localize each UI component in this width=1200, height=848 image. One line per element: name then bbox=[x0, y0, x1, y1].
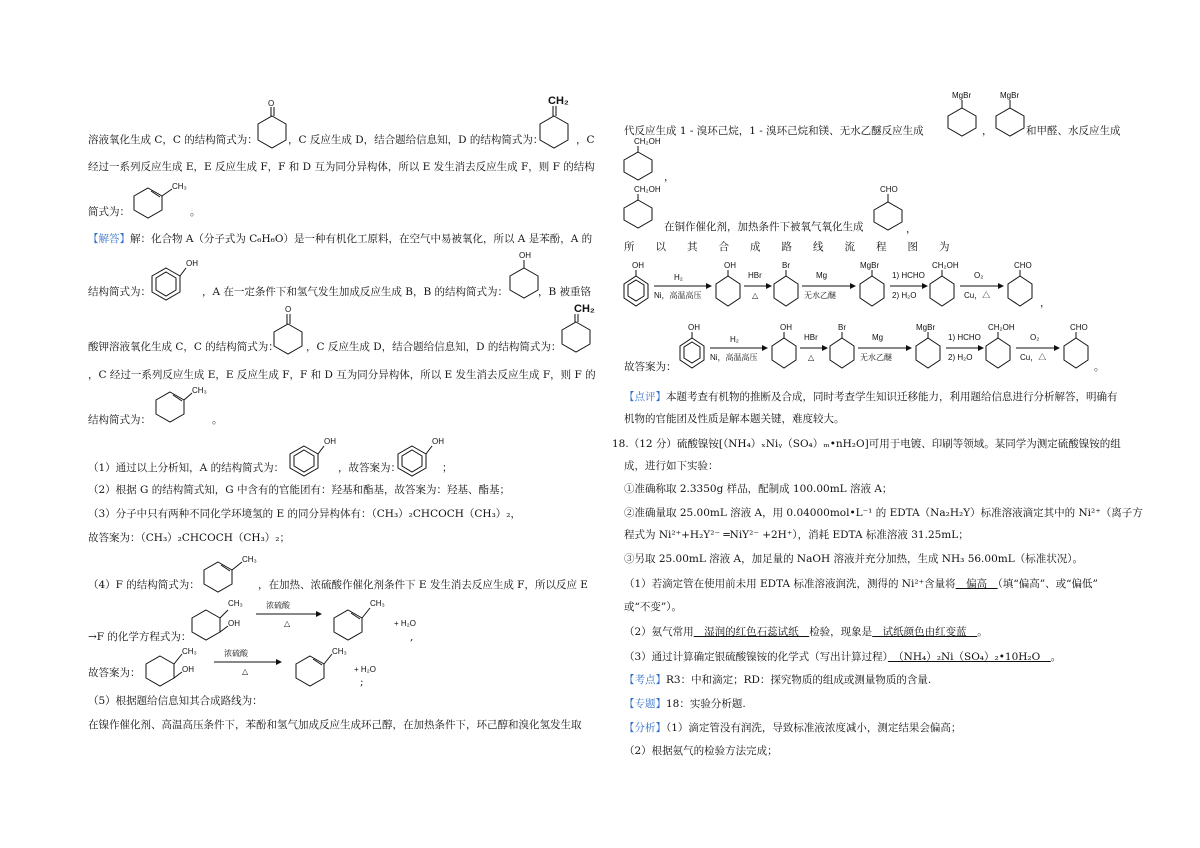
text-line: ， bbox=[1040, 297, 1051, 309]
oh-label: OH bbox=[519, 251, 531, 260]
comment-text: 本题考查有机物的推断及合成，同时考查学生知识迁移能力，利用题给信息进行分析解答，明确有 bbox=[666, 391, 1118, 403]
text-line: , bbox=[410, 631, 414, 643]
question-text: 。 bbox=[1050, 651, 1062, 663]
methylcyclohexene-structure bbox=[200, 552, 262, 594]
reagent-label: 1) HCHO bbox=[892, 271, 925, 280]
answer-blank: （NH₄）₂Ni（SO₄）₂•10H₂O bbox=[887, 651, 1051, 663]
subject-text: 18：实验分析题. bbox=[666, 698, 746, 710]
text-line: 酸钾溶液氧化生成 C，C 的结构简式为： bbox=[88, 341, 279, 353]
answer-text: 解：化合物 A（分子式为 C₆H₆O）是一种有机化工原料，在空气中易被氧化，所以 A 是苯酚，A 的 bbox=[130, 233, 593, 245]
text-line: 。 bbox=[190, 206, 201, 218]
condition-label: 无水乙醚 bbox=[804, 291, 836, 300]
text-line: 结构简式为： bbox=[88, 414, 151, 426]
text-line: ，C 反应生成 D，结合题给信息知，D 的结构简式为： bbox=[306, 341, 562, 353]
text-line: 机物的官能团及性质是解本题关键，难度较大。 bbox=[624, 413, 845, 425]
text-line bbox=[624, 697, 746, 711]
text-line: （3）分子中只有两种不同化学环境氢的 E 的同分异构体有：（CH₃）₂CHCOCH（CH₃）₂， bbox=[88, 508, 522, 520]
condition-label: Ni，高温高压 bbox=[654, 291, 702, 300]
text-line: ， bbox=[906, 223, 917, 235]
reagent-label: HBr bbox=[804, 333, 818, 342]
question-18-title: 18.（12 分）硫酸镍铵[（NH₄）ₓNiᵧ（SO₄）ₘ•nH₂O]可用于电镀、印刷等领域。某同学为测定硫酸镍铵的组 bbox=[612, 438, 1121, 450]
text-line: ，C 反应生成 D，结合题给信息知，D 的结构简式为： bbox=[288, 134, 544, 146]
phenol-structure bbox=[394, 436, 444, 476]
question-text: （2）氨气常用 bbox=[624, 626, 694, 638]
synthesis-route bbox=[624, 260, 1044, 310]
oxygen-label: O bbox=[268, 99, 275, 108]
text-line: 故答案为： bbox=[88, 667, 141, 679]
topic-tag: 【考点】 bbox=[624, 674, 666, 686]
reagent-label: Mg bbox=[816, 271, 828, 280]
analysis-text: （1）滴定管没有润洗，导致标准液浓度减小，测定结果会偏高； bbox=[666, 722, 962, 734]
text-line: ， bbox=[664, 171, 675, 183]
ch2oh-label: CH₂OH bbox=[988, 323, 1015, 332]
text-line bbox=[624, 390, 1118, 404]
reagent-label: O₂ bbox=[974, 271, 984, 280]
reagent-label: 2) H₂O bbox=[948, 353, 973, 362]
text-line: ，故答案为： bbox=[338, 462, 401, 474]
text-line: （4）F 的结构简式为： bbox=[88, 579, 200, 591]
cho-label: CHO bbox=[880, 185, 898, 194]
text-line: 溶液氧化生成 C，C 的结构简式为： bbox=[88, 134, 258, 146]
ch3-label: CH₃ bbox=[242, 555, 257, 564]
text-line: 或“不变”）。 bbox=[624, 601, 682, 613]
answer-blank: 偏高 bbox=[955, 578, 998, 590]
text-line bbox=[624, 673, 931, 687]
text-line: ； bbox=[442, 462, 453, 474]
ch2oh-label: CH₂OH bbox=[932, 261, 959, 270]
text-line: ②准确量取 25.00mL 溶液 A，用 0.04000mol•L⁻¹ 的 EDTA（Na₂H₂Y）标准溶液滴定其中的 Ni²⁺（离子方 bbox=[624, 507, 1143, 519]
text-line: 。 bbox=[212, 414, 223, 426]
analysis-tag: 【分析】 bbox=[624, 722, 666, 734]
phenol-structure bbox=[148, 256, 198, 300]
oh-label: OH bbox=[432, 437, 444, 446]
subject-tag: 【专题】 bbox=[624, 698, 666, 710]
ch3-label: CH₃ bbox=[228, 599, 243, 608]
ch3-label: CH₃ bbox=[172, 182, 187, 191]
text-line: （2）根据氨气的检验方法完成； bbox=[624, 745, 778, 757]
methylenecyclohexane-structure bbox=[560, 300, 604, 354]
condition-label: 无水乙醚 bbox=[860, 353, 892, 362]
reagent-label: H₂ bbox=[730, 335, 739, 344]
oh-label: OH bbox=[724, 261, 736, 270]
text-line: 成，进行如下实验： bbox=[624, 460, 719, 472]
synthesis-route bbox=[680, 322, 1100, 372]
cyclohexylmagnesium-bromide-structure bbox=[994, 90, 1028, 136]
mgbr-label: MgBr bbox=[1000, 91, 1020, 100]
reagent-label: Mg bbox=[872, 333, 884, 342]
text-line bbox=[624, 577, 1098, 591]
answer-blank: 湿润的红色石蕊试纸 bbox=[693, 626, 810, 638]
heat-label: △ bbox=[284, 619, 291, 628]
text-line: 故答案为：（CH₃）₂CHCOCH（CH₃）₂； bbox=[88, 532, 290, 544]
text-line: （1）通过以上分析知，A 的结构简式为： bbox=[88, 462, 285, 474]
mgbr-label: MgBr bbox=[916, 323, 936, 332]
text-line: ③另取 25.00mL 溶液 A，加足量的 NaOH 溶液并充分加热，生成 NH₃ 56.00mL（标准状况）。 bbox=[624, 553, 1083, 565]
text-line: 在镍作催化剂、高温高压条件下，苯酚和氢气加成反应生成环己醇，在加热条件下，环己醇和溴化氢发生取 bbox=[88, 719, 582, 731]
methylcyclohexene-structure bbox=[130, 180, 190, 220]
text-line bbox=[88, 232, 592, 246]
ch2oh-label: CH₂OH bbox=[634, 137, 661, 146]
text-line: 故答案为： bbox=[624, 361, 677, 373]
text-line: 所 以 其 合 成 路 线 流 程 图 为 bbox=[624, 241, 950, 253]
heat-label: △ bbox=[242, 667, 249, 676]
reaction-equation bbox=[188, 596, 428, 644]
text-line bbox=[624, 650, 1061, 664]
text-line: ①准确称取 2.3350g 样品，配制成 100.00mL 溶液 A； bbox=[624, 483, 893, 495]
ch3-label: CH₃ bbox=[332, 647, 347, 656]
reagent-label: O₂ bbox=[1030, 333, 1040, 342]
text-line: ，B 被重铬 bbox=[538, 286, 592, 298]
oh-label: OH bbox=[228, 619, 240, 628]
water-label: + H₂O bbox=[354, 665, 376, 674]
text-line: ，C 经过一系列反应生成 E，E 反应生成 F，F 和 D 互为同分异构体，所以 E 发生消去反应生成 F，则 F 的 bbox=[88, 369, 596, 381]
catalyst-label: 浓硫酸 bbox=[266, 601, 290, 610]
text-line: 结构简式为： bbox=[88, 286, 151, 298]
text-line: →F 的化学方程式为： bbox=[88, 631, 192, 643]
ch3-label: CH₃ bbox=[182, 647, 197, 656]
water-label: + H₂O bbox=[394, 619, 416, 628]
topic-text: R3：中和滴定；RD：探究物质的组成或测量物质的含量. bbox=[666, 674, 932, 686]
text-line: ，在加热、浓硫酸作催化剂条件下 E 发生消去反应生成 F，所以反应 E bbox=[258, 579, 588, 591]
reagent-label: HBr bbox=[748, 271, 762, 280]
text-line: （5）根据题给信息知其合成路线为： bbox=[88, 695, 263, 707]
reaction-equation bbox=[142, 646, 392, 688]
text-line: 在铜作催化剂，加热条件下被氧气氧化生成 bbox=[664, 221, 864, 233]
heat-label: △ bbox=[808, 353, 815, 362]
cho-label: CHO bbox=[1014, 261, 1032, 270]
text-line bbox=[624, 625, 988, 639]
ch2-label: CH₂ bbox=[574, 303, 595, 315]
mgbr-label: MgBr bbox=[952, 91, 972, 100]
mgbr-label: MgBr bbox=[860, 261, 880, 270]
text-line: 程式为 Ni²⁺+H₂Y²⁻ ═NiY²⁻ +2H⁺），消耗 EDTA 标准溶液 31.25mL； bbox=[624, 529, 969, 541]
br-label: Br bbox=[838, 323, 846, 332]
text-line bbox=[624, 721, 961, 735]
text-line: ，A 在一定条件下和氢气发生加成反应生成 B，B 的结构简式为： bbox=[202, 286, 509, 298]
question-text: （3）通过计算确定银硫酸镍铵的化学式（写出计算过程） bbox=[624, 651, 888, 663]
comment-tag: 【点评】 bbox=[624, 391, 666, 403]
answer-tag: 【解答】 bbox=[88, 233, 130, 245]
text-line: 代反应生成 1 - 溴环己烷，1 - 溴环己烷和镁、无水乙醚反应生成 bbox=[624, 125, 924, 137]
text-line: （2）根据 G 的结构简式知，G 中含有的官能团有：羟基和酯基，故答案为：羟基、酯基； bbox=[88, 484, 510, 496]
question-text: 。 bbox=[977, 626, 988, 638]
question-text: （1）若滴定管在使用前未用 EDTA 标准溶液润洗，测得的 Ni²⁺含量将 bbox=[624, 578, 956, 590]
heat-label: △ bbox=[752, 291, 759, 300]
answer-blank: 试纸颜色由红变蓝 bbox=[872, 626, 978, 638]
catalyst-label: 浓硫酸 bbox=[224, 649, 248, 658]
reagent-label: H₂ bbox=[674, 273, 683, 282]
text-line: 。 bbox=[1094, 361, 1105, 373]
text-line: 和甲醛、水反应生成 bbox=[1026, 125, 1121, 137]
question-text: （填“偏高”、或“偏低” bbox=[997, 578, 1098, 590]
ch3-label: CH₃ bbox=[192, 386, 207, 395]
methylcyclohexene-structure bbox=[152, 384, 212, 424]
oh-label: OH bbox=[186, 259, 198, 268]
oxygen-label: O bbox=[285, 305, 292, 314]
ch2oh-label: CH₂OH bbox=[634, 185, 661, 194]
question-text: 检验，现象是 bbox=[809, 626, 873, 638]
condition-label: Cu，△ bbox=[964, 291, 991, 300]
oh-label: OH bbox=[324, 437, 336, 446]
text-line: ， bbox=[982, 125, 993, 137]
phenol-structure bbox=[286, 436, 336, 476]
oh-label: OH bbox=[632, 261, 644, 270]
text-line: 经过一系列反应生成 E，E 反应生成 F，F 和 D 互为同分异构体，所以 E 发生消去反应生成 F，则 F 的结构 bbox=[88, 161, 595, 173]
ch2-label: CH₂ bbox=[548, 95, 569, 107]
text-line: 简式为： bbox=[88, 206, 130, 218]
condition-label: Ni，高温高压 bbox=[710, 353, 758, 362]
br-label: Br bbox=[782, 261, 790, 270]
text-line: ，C bbox=[576, 134, 595, 146]
ch3-label: CH₃ bbox=[370, 599, 385, 608]
condition-label: Cu，△ bbox=[1020, 353, 1047, 362]
cho-label: CHO bbox=[1070, 323, 1088, 332]
reagent-label: 2) H₂O bbox=[892, 291, 917, 300]
cyclohexylmagnesium-bromide-structure bbox=[946, 90, 980, 136]
reagent-label: 1) HCHO bbox=[948, 333, 981, 342]
oh-label: OH bbox=[182, 665, 194, 674]
oh-label: OH bbox=[688, 323, 700, 332]
text-line: ; bbox=[360, 676, 364, 688]
oh-label: OH bbox=[780, 323, 792, 332]
